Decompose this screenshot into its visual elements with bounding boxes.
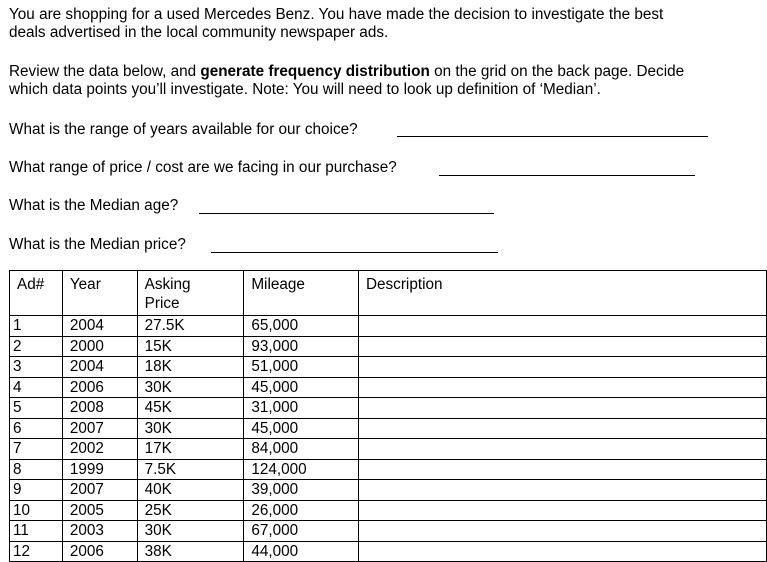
table-row [10,377,767,398]
description-cell[interactable] [358,398,766,419]
year-cell: 2006 [62,541,137,562]
ad-cell: 3 [10,357,63,378]
price-cell: 30K [137,377,244,398]
ad-cell: 2 [10,336,63,357]
description-cell[interactable] [358,336,766,357]
price-cell: 7.5K [137,459,244,480]
ad-cell: 1 [10,316,63,337]
table-row [10,459,767,480]
mileage-cell: 45,000 [244,377,359,398]
price-cell: 38K [137,541,244,562]
description-cell[interactable] [358,418,766,439]
year-cell: 2000 [62,336,137,357]
question-median-age: What is the Median age? [9,197,179,214]
instructions-text-b: on the grid on the back page. Decide [429,63,685,80]
header-mileage: Mileage [244,271,359,316]
mileage-cell: 67,000 [244,521,359,542]
table-header-row [10,271,767,316]
description-cell[interactable] [358,500,766,521]
year-cell: 2002 [62,439,137,460]
description-cell[interactable] [358,316,766,337]
year-cell: 2007 [62,418,137,439]
ad-cell: 9 [10,480,63,501]
header-ad: Ad# [10,271,63,316]
table-row [10,439,767,460]
description-cell[interactable] [358,459,766,480]
mileage-cell: 39,000 [244,480,359,501]
ads-table [9,270,767,562]
answer-line-median-price[interactable] [211,252,498,253]
year-cell: 2006 [62,377,137,398]
price-cell: 45K [137,398,244,419]
mileage-cell: 84,000 [244,439,359,460]
description-cell[interactable] [358,357,766,378]
price-cell: 18K [137,357,244,378]
question-year-range: What is the range of years available for our choice? [9,121,358,138]
mileage-cell: 124,000 [244,459,359,480]
year-cell: 2007 [62,480,137,501]
table-row [10,500,767,521]
year-cell: 2008 [62,398,137,419]
mileage-cell: 65,000 [244,316,359,337]
year-cell: 2005 [62,500,137,521]
ad-cell: 11 [10,521,63,542]
instructions-bold: generate frequency distribution [200,63,430,80]
table-row [10,480,767,501]
intro-line-1: You are shopping for a used Mercedes Benz. You have made the decision to investigate the best [9,6,664,23]
price-cell: 30K [137,521,244,542]
header-description: Description [358,271,766,316]
table-row [10,418,767,439]
price-cell: 40K [137,480,244,501]
description-cell[interactable] [358,480,766,501]
price-cell: 30K [137,418,244,439]
ad-cell: 12 [10,541,63,562]
mileage-cell: 45,000 [244,418,359,439]
answer-line-price-range[interactable] [439,175,695,176]
description-cell[interactable] [358,541,766,562]
instructions-text-a: Review the data below, and [9,63,201,80]
description-cell[interactable] [358,439,766,460]
table-row [10,336,767,357]
header-asking-price [137,271,244,316]
price-cell: 17K [137,439,244,460]
answer-line-median-age[interactable] [199,213,494,214]
table-row [10,541,767,562]
price-cell: 27.5K [137,316,244,337]
intro-line-2: deals advertised in the local community newspaper ads. [9,24,389,41]
price-cell: 25K [137,500,244,521]
table-row [10,316,767,337]
description-cell[interactable] [358,377,766,398]
mileage-cell: 93,000 [244,336,359,357]
question-median-price: What is the Median price? [9,236,186,253]
ad-cell: 8 [10,459,63,480]
description-cell[interactable] [358,521,766,542]
year-cell: 1999 [62,459,137,480]
year-cell: 2003 [62,521,137,542]
ad-cell: 5 [10,398,63,419]
mileage-cell: 44,000 [244,541,359,562]
ad-cell: 7 [10,439,63,460]
question-price-range: What range of price / cost are we facing in our purchase? [9,159,397,176]
year-cell: 2004 [62,316,137,337]
ad-cell: 4 [10,377,63,398]
price-cell: 15K [137,336,244,357]
instructions-line-2: which data points you’ll investigate. Note: You will need to look up definition of ‘Median’. [9,81,601,98]
mileage-cell: 31,000 [244,398,359,419]
mileage-cell: 51,000 [244,357,359,378]
mileage-cell: 26,000 [244,500,359,521]
table-row [10,357,767,378]
header-asking: Asking [144,276,191,293]
header-year: Year [62,271,137,316]
header-price: Price [144,295,180,312]
table-row [10,521,767,542]
table-row [10,398,767,419]
ad-cell: 10 [10,500,63,521]
instructions-line-1 [9,63,684,81]
year-cell: 2004 [62,357,137,378]
answer-line-year-range[interactable] [397,136,708,137]
ad-cell: 6 [10,418,63,439]
